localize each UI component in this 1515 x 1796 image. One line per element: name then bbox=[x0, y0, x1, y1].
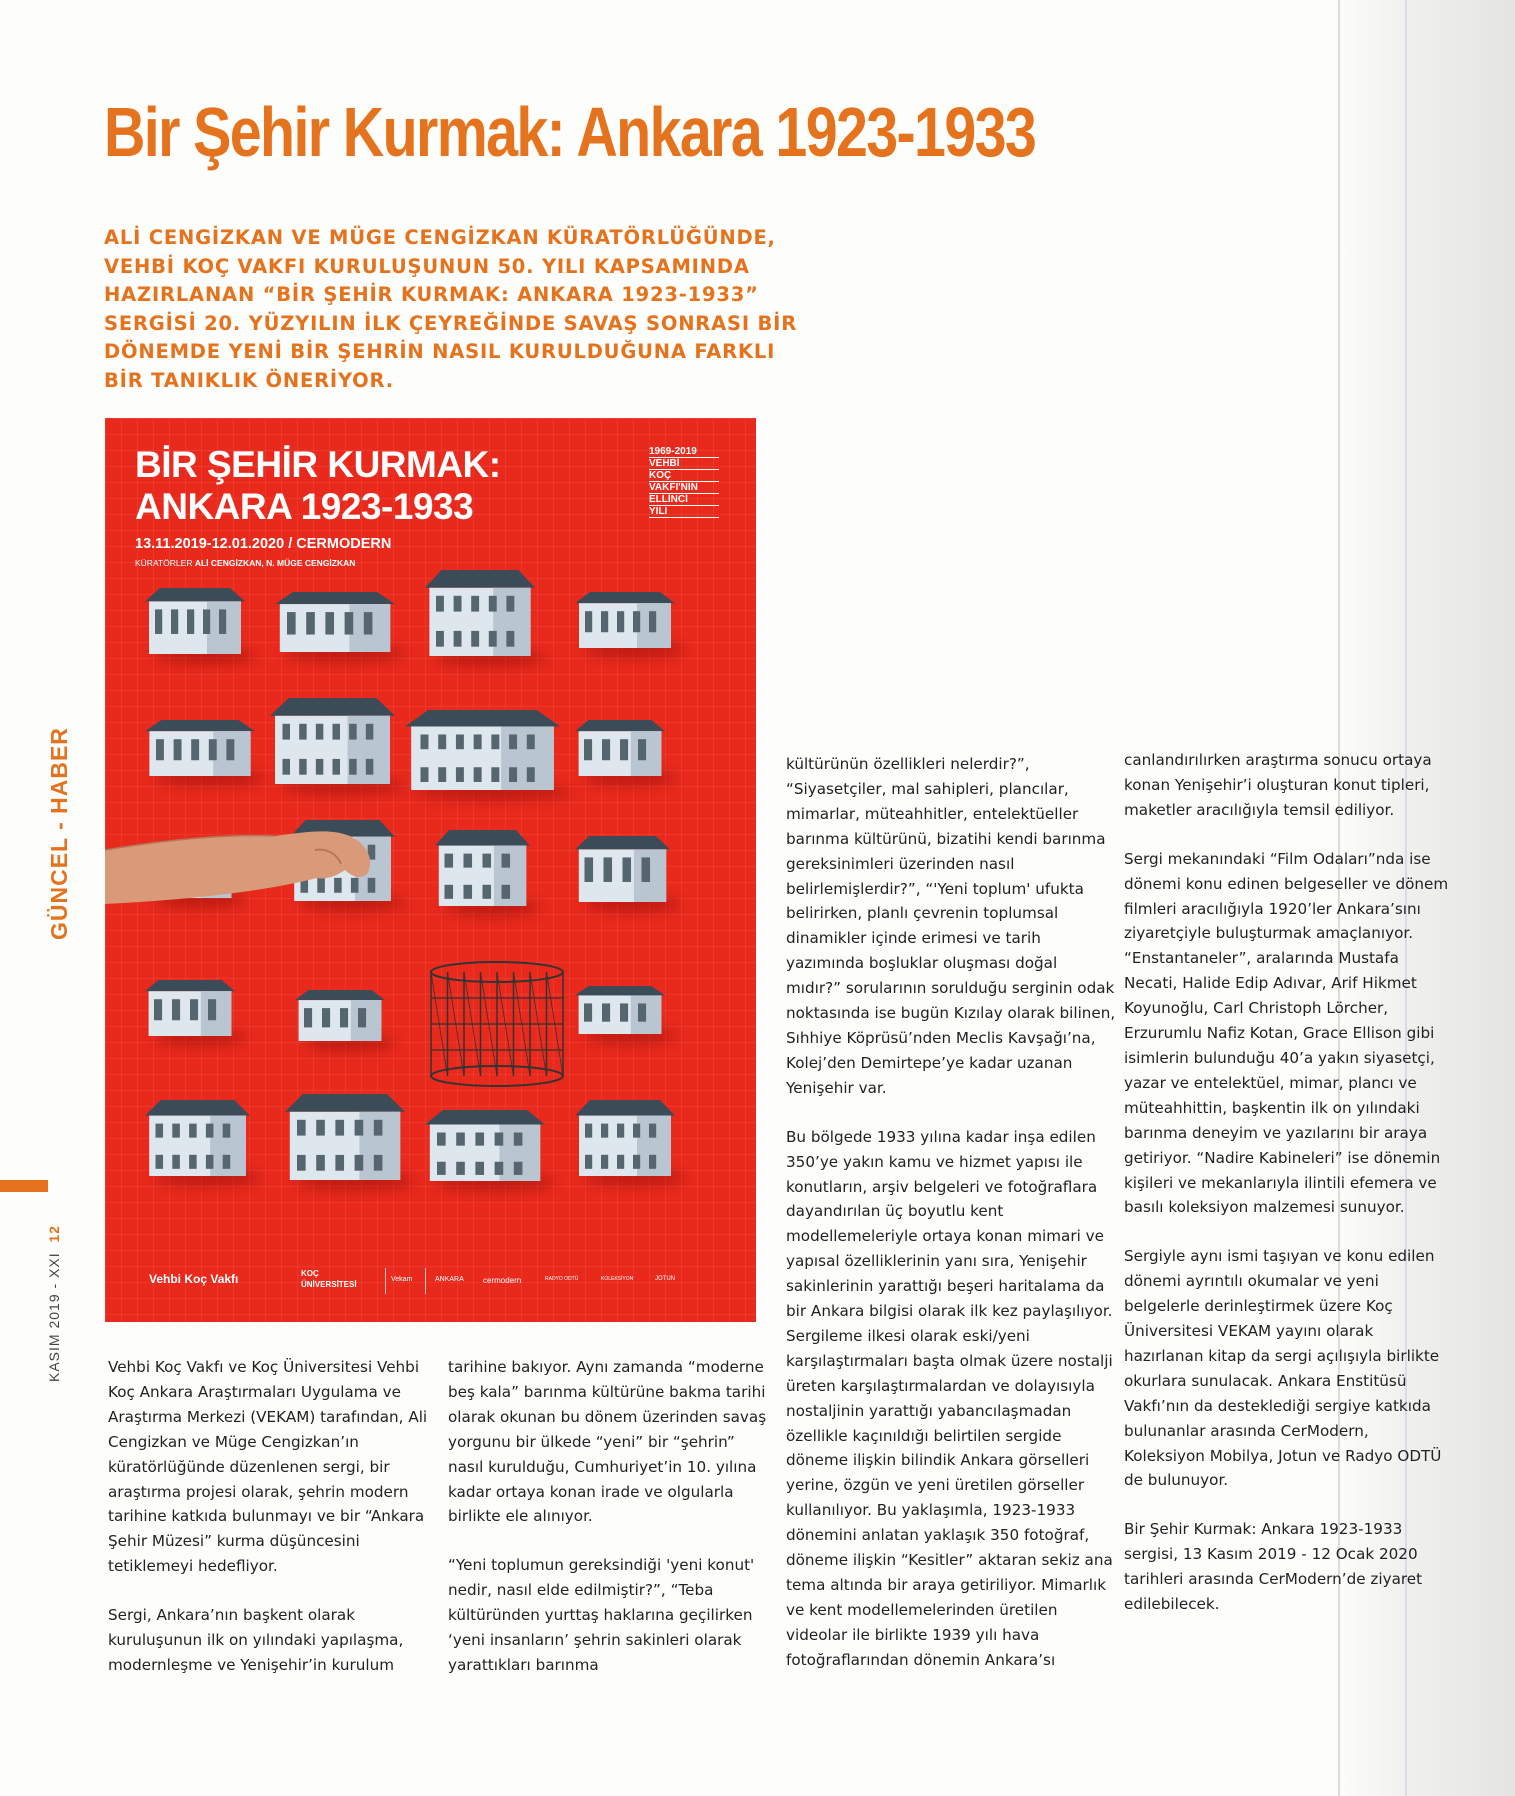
building-model bbox=[425, 1108, 545, 1183]
paragraph: kültürünün özellikleri nelerdir?”, “Siyasetçiler, mal sahipleri, plancılar, mimarlar, müteahhitler, entelektüeller barınma kültürünü, bizatihi kendi barınma gereksinimleri üzerinden nasıl belirlemişlerdir?”, “'Yeni toplum' ufukta belirirken, planlı çevrenin toplumsal dinamikler içinde erimesi ve tarih yazımında boşluklar oluşması doğal mıdır?” sorularının sorulduğu serginin odak noktasında ise bugün Kızılay olarak bilinen, Sıhhiye Köprüsü’nden Meclis Kavşağı’na, Kolej’den Demirtepe’ye kadar uzanan Yenişehir var. bbox=[786, 755, 1116, 1097]
ku-logo-bottom: ÜNİVERSİTESİ bbox=[301, 1280, 357, 1289]
poster-title-line1: BİR ŞEHİR KURMAK: bbox=[135, 444, 501, 485]
building-model bbox=[575, 984, 665, 1036]
building-model bbox=[575, 718, 665, 778]
paragraph: Bu bölgede 1933 yılına kadar inşa edilen 350’ye yakın kamu ve hizmet yapısı ile konutların, arşiv belgeleri ve fotoğraflara dayandırılan üç boyutlu kent modellemeleriyle ortaya konan mimari ve yapısal özelliklerinin yanı sıra, Yenişehir sakinlerinin yarattığı beşeri haritalama da bir Ankara bilgisi olarak ilk kez paylaşılıyor. Sergileme ilkesi olarak eski/yeni karşılaştırmaları başta olmak üzere nostalji üreten karşılaştırmalardan ve dolayısıyla nostaljinin yarattığı yabancılaşmadan özellikle kaçınıldığı belirtilen sergide döneme ilişkin bilindik Ankara görselleri yerine, özgün ve yeni üretilen görseller kullanılıyor. Bu yaklaşımla, 1923-1933 dönemini anlatan yaklaşık 350 fotoğraf, döneme ilişkin “Kesitler” aktaran sekiz ana tema altında bir araya getiriliyor. Mimarlık ve kent modellemelerinden üretilen videolar ile birlikte 1939 yılı hava fotoğraflarından dönemin Ankara’sı bbox=[786, 1127, 1113, 1669]
poster-title-line2: ANKARA 1923-1933 bbox=[135, 486, 474, 527]
building-model bbox=[295, 988, 385, 1043]
paragraph: Sergi mekanındaki “Film Odaları”nda ise dönemi konu edinen belgeseller ve dönem filmleri aracılığıyla 1920’ler Ankara’sını ziyaretçiyle buluşturmak amaçlanıyor. “Enstantaneler”, aralarında Mustafa Necati, Halide Edip Adıvar, Arif Hikmet Koyunoğlu, Carl Christoph Lörcher, Erzurumlu Nafiz Kotan, Grace Ellison gibi isimlerin bulunduğu 40’a yakın siyasetçi, yazar ve entelektüel, mimar, plancı ve müteahhittin, başkentin ilk on yılındaki barınma deneyim ve yazılarını bir araya getiriyor. “Nadire Kabineleri” ise dönemin kişileri ve mekanlarıyla ilintili efemera ve basılı koleksiyon malzemesi sunuyor. bbox=[1124, 849, 1449, 1217]
poster-curators-names: ALİ CENGİZKAN, N. MÜGE CENGİZKAN bbox=[194, 558, 356, 568]
badge-line: 1969-2019 bbox=[649, 446, 719, 458]
koleksiyon-logo: KOLEKSİYON bbox=[601, 1276, 634, 1282]
building-model bbox=[575, 834, 670, 904]
poster-title bbox=[135, 444, 501, 528]
badge-line: YILI bbox=[649, 506, 719, 518]
issue-label: KASIM 2019 - XXI bbox=[46, 1252, 62, 1382]
gasometer-model bbox=[427, 958, 567, 1088]
badge-line: VEHBİ bbox=[649, 458, 719, 470]
hand-image bbox=[105, 820, 395, 910]
paragraph: Sergiyle aynı ismi taşıyan ve konu edilen dönemi ayrıntılı okumalar ve yeni belgelerle derinleştirmek üzere Koç Üniversitesi VEKAM yayını olarak hazırlanan kitap da sergi açılışıyla birlikte okurlara sunulacak. Ankara Enstitüsü Vakfı’nın da desteklediği sergiye katkıda bulunanlar arasında CerModern, Koleksiyon Mobilya, Jotun ve Radyo ODTÜ de bulunuyor. bbox=[1124, 1247, 1442, 1490]
issue-info bbox=[46, 1225, 62, 1382]
building-model bbox=[405, 708, 560, 792]
building-model bbox=[435, 828, 530, 908]
building-model bbox=[145, 586, 245, 656]
poster-logo-strip bbox=[105, 1266, 756, 1296]
paragraph: Vehbi Koç Vakfı ve Koç Üniversitesi Vehbi Koç Ankara Araştırmaları Uygulama ve Araştırma Merkezi (VEKAM) tarafından, Ali Cengizkan ve Müge Cengizkan’ın küratörlüğünde düzenlenen sergi, bir araştırma projesi olarak, şehrin modern tarihine katkıda bulunmayı ve bir “Ankara Şehir Müzesi” kurma düşüncesini tetiklemeyi hedefliyor. bbox=[108, 1358, 428, 1576]
radyo-logo: RADYO ODTÜ bbox=[545, 1276, 579, 1282]
jotun-logo: JOTUN bbox=[655, 1276, 675, 1282]
ku-logo-top: KOÇ bbox=[301, 1269, 319, 1278]
building-model bbox=[285, 1092, 405, 1182]
paragraph: “Yeni toplumun gereksindiği 'yeni konut' nedir, nasıl elde edilmiştir?”, “Teba kültüründen yurttaş haklarına geçilirken ‘yeni insanların’ şehrin sakinleri olarak yarattıkları barınma bbox=[448, 1556, 755, 1674]
text-column-3 bbox=[786, 752, 1116, 1697]
building-model bbox=[145, 1098, 250, 1178]
page-number: 12 bbox=[46, 1225, 62, 1243]
building-model bbox=[425, 568, 535, 658]
section-label: GÜNCEL - HABER bbox=[46, 727, 72, 940]
text-column-4 bbox=[1124, 748, 1454, 1641]
badge-line: KOÇ bbox=[649, 470, 719, 482]
text-column-2 bbox=[448, 1355, 768, 1702]
text-column-1 bbox=[108, 1355, 428, 1702]
paragraph: Bir Şehir Kurmak: Ankara 1923-1933 sergisi, 13 Kasım 2019 - 12 Ocak 2020 tarihleri arasında CerModern’de ziyaret edilebilecek. bbox=[1124, 1520, 1423, 1614]
logo-divider bbox=[425, 1268, 426, 1294]
cermodern-logo: cermodern bbox=[483, 1276, 522, 1285]
poster-dates: 13.11.2019-12.01.2020 / CERMODERN bbox=[135, 536, 392, 552]
building-model bbox=[145, 718, 255, 778]
section-marker bbox=[0, 1180, 48, 1192]
vekam-logo: Vekam bbox=[391, 1276, 413, 1283]
poster-curators bbox=[135, 558, 355, 568]
building-model bbox=[575, 590, 675, 650]
building-model bbox=[270, 696, 395, 786]
anniversary-badge bbox=[649, 446, 719, 518]
badge-line: ELLİNCİ bbox=[649, 494, 719, 506]
article-title: Bir Şehir Kurmak: Ankara 1923-1933 bbox=[104, 93, 1036, 171]
paragraph: canlandırılırken araştırma sonucu ortaya konan Yenişehir’i oluşturan konut tipleri, maketler aracılığıyla temsil ediliyor. bbox=[1124, 751, 1432, 819]
vkv-logo: Vehbi Koç Vakfı bbox=[149, 1272, 239, 1286]
building-model bbox=[275, 590, 395, 654]
poster-curators-label: KÜRATÖRLER bbox=[135, 558, 193, 568]
ankara-logo: ANKARA bbox=[435, 1276, 464, 1283]
exhibition-poster bbox=[105, 418, 756, 1322]
paragraph: tarihine bakıyor. Aynı zamanda “moderne beş kala” barınma kültürüne bakma tarihi olarak okunan bu dönem üzerinden savaş yorgunu bir ülkede “yeni” bir “şehrin” nasıl kurulduğu, Cumhuriyet’in 10. yılına kadar ortaya konan irade ve olgularla birlikte ele alınıyor. bbox=[448, 1358, 767, 1526]
building-model bbox=[145, 978, 235, 1038]
article-lead: ALİ CENGİZKAN VE MÜGE CENGİZKAN KÜRATÖRLÜĞÜNDE, VEHBİ KOÇ VAKFI KURULUŞUNUN 50. YILI KAPSAMINDA HAZIRLANAN “BİR ŞEHİR KURMAK: ANKARA 1923-1933” SERGİSİ 20. YÜZYILIN İLK ÇEYREĞİNDE SAVAŞ SONRASI BİR DÖNEMDE YENİ BİR ŞEHRİN NASIL KURULDUĞUNA FARKLI BİR TANIKLIK ÖNERİYOR. bbox=[104, 226, 798, 392]
logo-divider bbox=[385, 1268, 386, 1294]
badge-line: VAKFI'NIN bbox=[649, 482, 719, 494]
paragraph: Sergi, Ankara’nın başkent olarak kuruluşunun ilk on yılındaki yapılaşma, modernleşme ve Yenişehir’in kurulum bbox=[108, 1606, 404, 1674]
building-model bbox=[575, 1098, 675, 1178]
